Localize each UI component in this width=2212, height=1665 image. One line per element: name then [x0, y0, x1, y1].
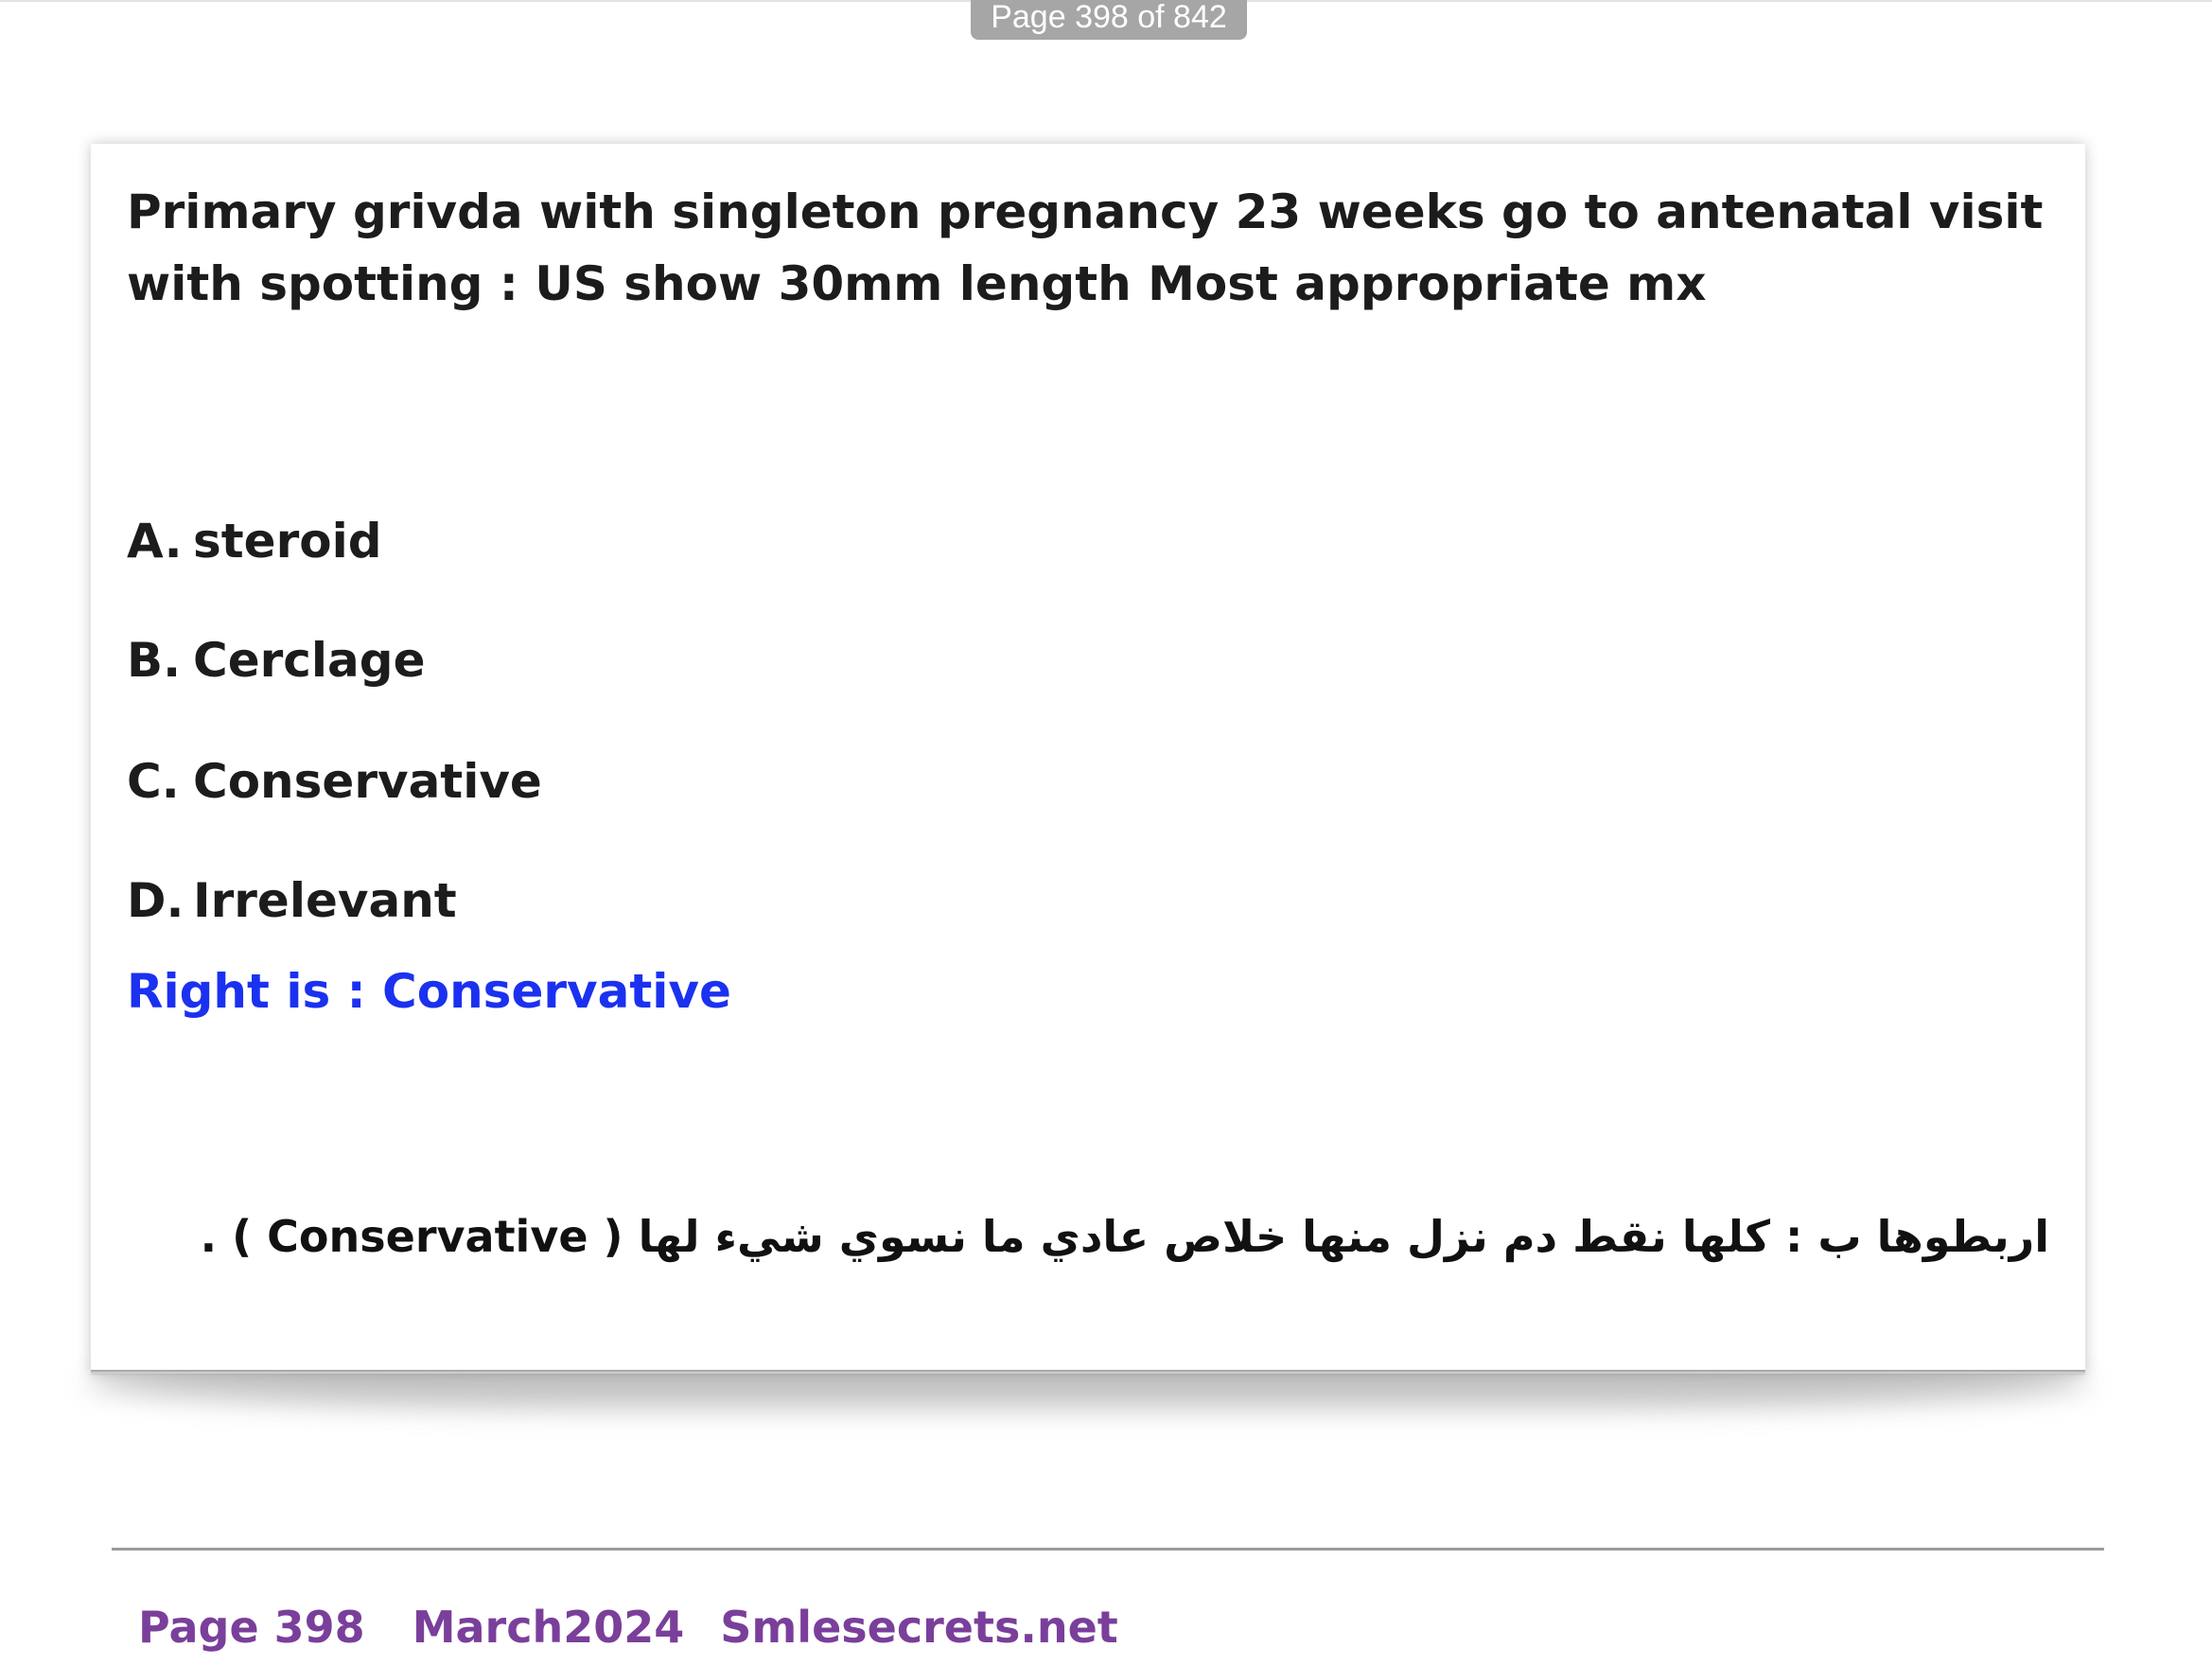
card-bottom-edge	[91, 1370, 2085, 1376]
footer-date: March2024	[412, 1602, 685, 1653]
option-letter: B.	[127, 633, 182, 688]
option-letter: C.	[127, 754, 180, 809]
correct-answer: Right is : Conservative	[127, 964, 731, 1019]
footer-divider	[112, 1548, 2104, 1551]
option-letter: A.	[127, 514, 183, 569]
option-letter: D.	[127, 873, 184, 928]
question-card	[91, 144, 2085, 1374]
page-indicator: Page 398 of 842	[971, 0, 1247, 40]
arabic-explanation: اربطوها ب : كلها نقط دم نزل منها خلاص عادي ما نسوي شيء لها ( Conservative ) .	[200, 1211, 2049, 1262]
question-text: Primary grivda with singleton pregnancy 23 weeks go to antenatal visit with spotting : US show 30mm length Most appropriate mx	[127, 184, 2044, 311]
option-a	[127, 513, 382, 570]
option-c	[127, 753, 542, 810]
option-text: Cerclage	[193, 633, 426, 688]
footer-site: Smlesecrets.net	[720, 1602, 1118, 1653]
option-b	[127, 632, 425, 689]
option-text: Irrelevant	[193, 873, 457, 928]
option-text: Conservative	[193, 754, 542, 809]
page-footer	[138, 1601, 1118, 1654]
option-text: steroid	[193, 514, 382, 569]
footer-page-number: Page 398	[138, 1602, 365, 1653]
option-d	[127, 872, 457, 929]
